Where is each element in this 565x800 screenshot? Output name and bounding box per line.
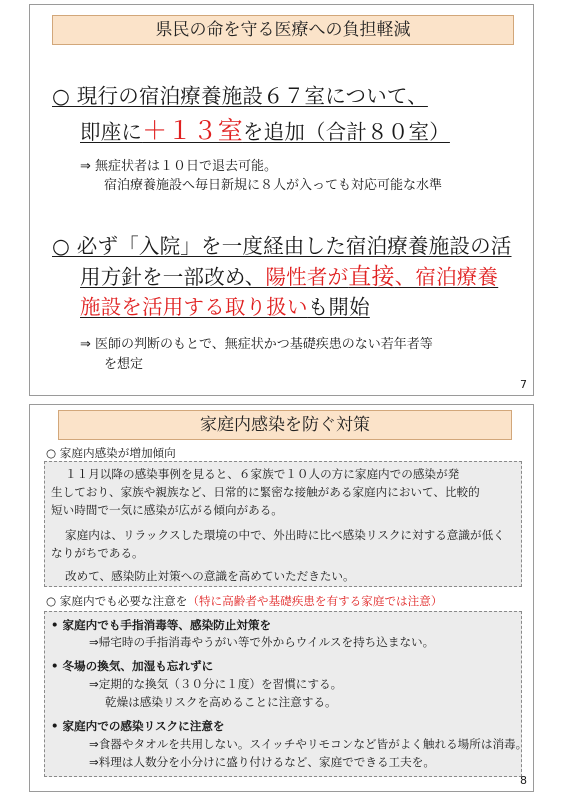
precaution-title: • 家庭内での感染リスクに注意を (51, 719, 225, 733)
item2-line2: 用方針を一部改め、陽性者が直接、宿泊療養 (80, 264, 499, 290)
precaution-title: • 家庭内でも手指消毒等、感染防止対策を (51, 618, 272, 632)
household-infection-box (44, 461, 522, 587)
item1-line2: 即座に＋１３室を追加（合計８０室） (80, 116, 450, 145)
slide-title: 県民の命を守る医療への負担軽減 (52, 15, 514, 45)
added-rooms-highlight: ＋１３室 (142, 116, 243, 145)
item2-line3: 施設を活用する取り扱いも開始 (80, 295, 370, 319)
box1-text: 家庭内は、リラックスした環境の中で、外出時に比べ感染リスクに対する意識が低く (65, 528, 505, 542)
box1-text: 改めて、感染防止対策への意識を高めていただきたい。 (65, 569, 355, 583)
item1-note-line1: ⇒ 無症状者は１０日で退去可能。 (80, 159, 278, 174)
precaution-text: 乾燥は感染リスクを高めることに注意する。 (105, 695, 337, 709)
section2-heading: ○ 家庭内でも必要な注意を（特に高齢者や基礎疾患を有する家庭では注意） (46, 594, 443, 608)
page-number: 7 (520, 378, 527, 391)
box1-text: 生しており、家族や親族など、日常的に緊密な接触がある家庭内において、比較的 (51, 485, 480, 499)
page-number: 8 (520, 774, 527, 787)
item1-note-line2: 宿泊療養施設へ毎日新規に８人が入っても対応可能な水準 (104, 178, 443, 193)
precaution-title: • 冬場の換気、加湿も忘れずに (51, 659, 214, 673)
item2-note-line1: ⇒ 医師の判断のもとで、無症状かつ基礎疾患のない若年者等 (80, 337, 433, 352)
slide-7 (29, 4, 534, 396)
item2-line1: ○ 必ず「入院」を一度経由した宿泊療養施設の活 (52, 234, 512, 258)
slide-title: 家庭内感染を防ぐ対策 (58, 410, 512, 440)
precaution-text: ⇒定期的な換気（３０分に１度）を習慣にする。 (89, 677, 343, 691)
precaution-text: ⇒帰宅時の手指消毒やうがい等で外からウイルスを持ち込まない。 (89, 635, 435, 649)
section1-heading: ○ 家庭内感染が増加傾向 (46, 446, 176, 460)
slide-8 (29, 404, 534, 792)
precaution-text: ⇒料理は人数分を小分けに盛り付けるなど、家庭でできる工夫を。 (89, 755, 435, 769)
item2-note-line2: を想定 (104, 357, 144, 372)
precautions-box (44, 611, 528, 777)
box1-text: 短い時間で一気に感染が広がる傾向がある。 (51, 503, 283, 517)
item1-line1: ○ 現行の宿泊療養施設６７室について、 (52, 84, 428, 108)
box1-text: １１月以降の感染事例を見ると、６家族で１０人の方に家庭内での感染が発 (65, 467, 460, 481)
box1-text: なりがちである。 (51, 546, 144, 560)
precaution-text: ⇒食器やタオルを共用しない。スイッチやリモコンなど皆がよく触れる場所は消毒。 (89, 737, 528, 751)
